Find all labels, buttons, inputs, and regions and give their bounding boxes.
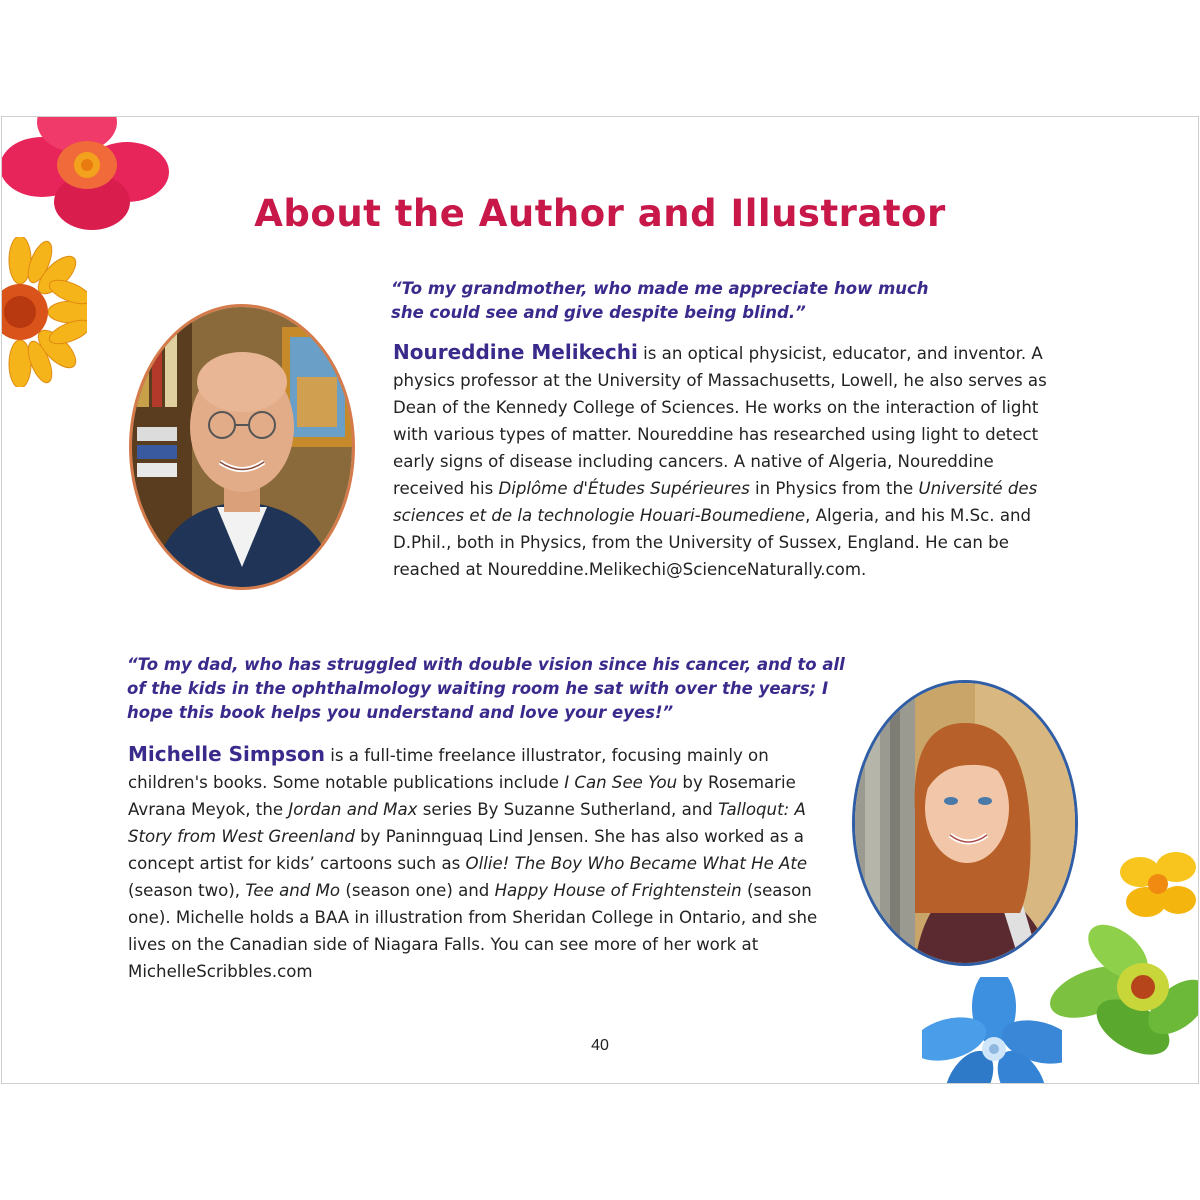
yellow-flower-icon	[2, 237, 87, 387]
illustrator-dedication-quote: “To my dad, who has struggled with double vision since his cancer, and to all of the kids in the ophthalmology waiting room he sat with over the years; I hope this book helps you understand and love your eyes!”	[127, 655, 845, 722]
show-title: Tee and Mo	[245, 881, 341, 900]
author-bio-text: in Physics from the	[749, 479, 919, 498]
book-page	[1, 116, 1199, 1084]
illustrator-bio-text: series By Suzanne Sutherland, and	[417, 800, 719, 819]
author-bio	[393, 339, 1053, 583]
author-portrait-image	[132, 307, 352, 587]
book-title: Talloqut: A Story from West Greenland	[128, 800, 806, 846]
page-number: 40	[591, 1037, 609, 1054]
author-bio-text: , Algeria, and his M.Sc. and D.Phil., both in Physics, from the University of Sussex, England. He can be reached at Noureddine.Melikechi@ScienceNaturally.com.	[393, 506, 1032, 579]
author-name: Noureddine Melikechi	[393, 340, 638, 364]
illustrator-name: Michelle Simpson	[128, 742, 325, 766]
author-degree-title: Diplôme d'Études Supérieures	[498, 479, 750, 498]
illustrator-bio-text: is a full-time freelance illustrator, focusing mainly on children's books. Some notable publications include	[128, 746, 769, 792]
page-title: About the Author and Illustrator	[254, 192, 946, 235]
illustrator-bio	[128, 741, 828, 985]
book-title: I Can See You	[564, 773, 678, 792]
author-university-title: Université des sciences et de la technologie Houari-Boumediene	[393, 479, 1038, 525]
show-title: Happy House of Frightenstein	[494, 881, 742, 900]
illustrator-portrait-image	[855, 683, 1075, 963]
illustrator-bio-text: (season one) and	[340, 881, 495, 900]
blue-flower-icon	[922, 977, 1062, 1083]
author-bio-text: is an optical physicist, educator, and inventor. A physics professor at the University of Massachusetts, Lowell, he also serves as Dean of the Kennedy College of Sciences. He works on the interaction of light with various types of matter. Noureddine has researched using light to detect early signs of disease including cancers. A native of Algeria, Noureddine received his	[393, 344, 1047, 498]
show-title: Ollie! The Boy Who Became What He Ate	[465, 854, 808, 873]
illustrator-bio-text: (season two),	[128, 881, 246, 900]
illustrator-bio-text: (season one). Michelle holds a BAA in illustration from Sheridan College in Ontario, and she lives on the Canadian side of Niagara Falls. You can see more of her work at MichelleScribbles.com	[128, 881, 818, 981]
author-dedication-quote: “To my grandmother, who made me appreciate how much she could see and give despite being blind.”	[391, 279, 929, 322]
illustrator-bio-text: by Rosemarie Avrana Meyok, the	[128, 773, 796, 819]
illustrator-bio-text: by Paninnguaq Lind Jensen. She has also worked as a concept artist for kids’ cartoons such as	[128, 827, 804, 873]
series-title: Jordan and Max	[288, 800, 418, 819]
illustrator-photo	[852, 680, 1078, 966]
author-photo	[129, 304, 355, 590]
